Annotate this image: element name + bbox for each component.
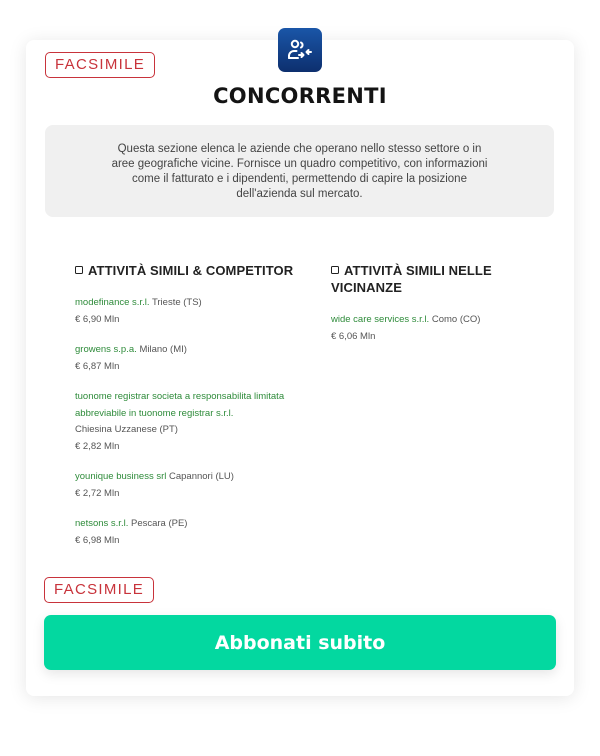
competitor-entry <box>75 295 315 328</box>
facsimile-watermark-bottom: FACSIMILE <box>44 577 154 603</box>
nearby-revenue: € 6,06 Mln <box>331 330 376 342</box>
competitor-name-link[interactable]: tuonome registrar societa a responsabilita limitata abbreviabile in tuonome registrar s.r.l. <box>75 391 285 419</box>
nearby-name-link[interactable]: wide care services s.r.l. <box>331 314 430 325</box>
similar-competitors-heading: ATTIVITÀ SIMILI & COMPETITOR <box>75 262 315 279</box>
competitor-location: Trieste (TS) <box>151 297 202 308</box>
competitor-name-link[interactable]: younique business srl <box>75 471 167 482</box>
competitor-location: Milano (MI) <box>139 344 187 355</box>
competitor-name-link[interactable]: modefinance s.r.l. <box>75 297 150 308</box>
page-title: CONCORRENTI <box>213 84 387 108</box>
nearby-entry <box>331 312 531 345</box>
competitor-revenue: € 2,82 Mln <box>75 440 120 452</box>
competitors-icon <box>278 28 322 72</box>
competitor-name-link[interactable]: netsons s.r.l. <box>75 518 129 529</box>
competitor-revenue: € 2,72 Mln <box>75 487 120 499</box>
competitor-location: Capannori (LU) <box>169 471 234 482</box>
square-bullet-icon <box>75 266 83 274</box>
section-description: Questa sezione elenca le aziende che operano nello stesso settore o in aree geografiche vicine. Fornisce un quadro competitivo, con informazioni come il fatturato e i dipendenti, permettendo di capire la posizione dell'azienda sul mercato. <box>45 125 554 217</box>
nearby-businesses-heading: ATTIVITÀ SIMILI NELLE VICINANZE <box>331 263 492 295</box>
nearby-location: Como (CO) <box>431 314 481 325</box>
competitor-entry <box>75 389 315 455</box>
competitor-entry <box>75 469 315 502</box>
competitor-entry <box>75 516 315 549</box>
competitor-revenue: € 6,87 Mln <box>75 360 120 372</box>
competitor-revenue: € 6,90 Mln <box>75 313 120 325</box>
similar-competitors-column <box>75 262 315 563</box>
square-bullet-icon <box>331 266 339 274</box>
competitor-location: Pescara (PE) <box>130 518 188 529</box>
competitor-location: Chiesina Uzzanese (PT) <box>75 424 178 435</box>
competitor-entry <box>75 342 315 375</box>
competitor-name-link[interactable]: growens s.p.a. <box>75 344 137 355</box>
competitor-revenue: € 6,98 Mln <box>75 534 120 546</box>
facsimile-watermark-top: FACSIMILE <box>45 52 155 78</box>
nearby-businesses-column <box>331 262 531 359</box>
subscribe-button[interactable]: Abbonati subito <box>44 615 556 670</box>
